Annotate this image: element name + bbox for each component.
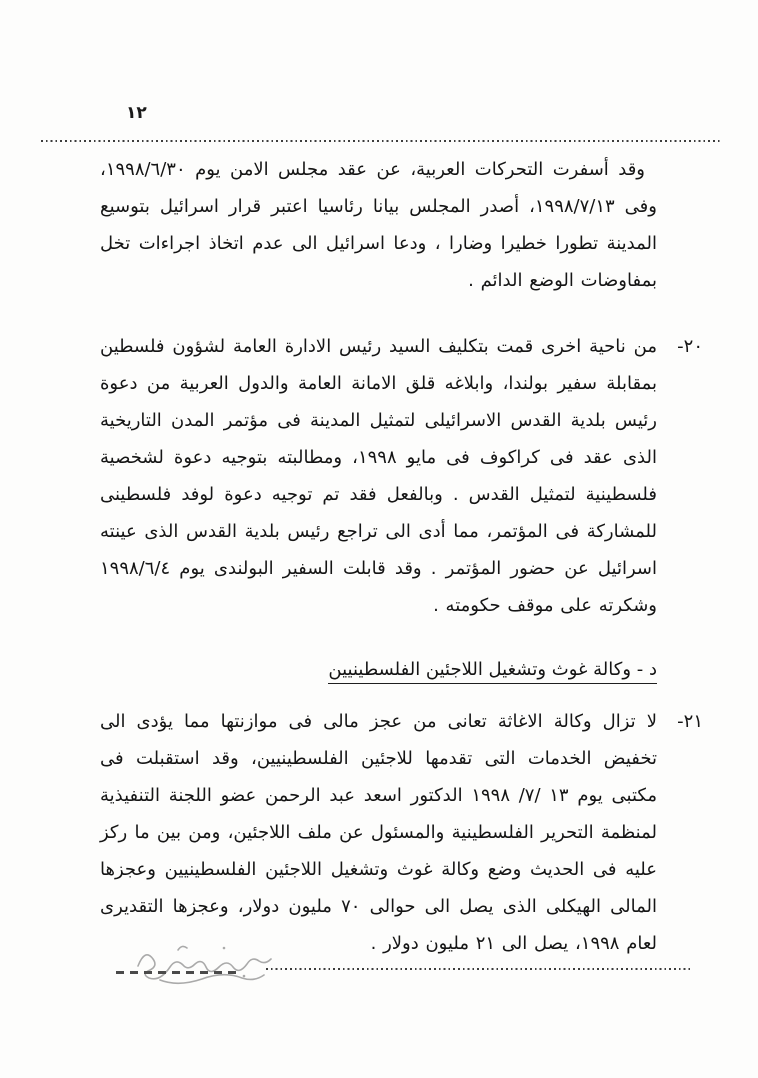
page-number: ١٢ [126, 103, 147, 123]
section-heading-text: د - وكالة غوث وتشغيل اللاجئين الفلسطينيين [328, 659, 657, 684]
section-heading-d [100, 655, 657, 685]
numbered-item-21 [100, 703, 703, 962]
page-body [100, 151, 703, 962]
item-21-text: لا تزال وكالة الاغاثة تعانى من عجز مالى فى موازنتها مما يؤدى الى تخفيض الخدمات التى تقدمها للاجئين الفلسطينيين، وقد استقبلت فى مكتبى يوم ١٣ /٧/ ١٩٩٨ الدكتور اسعد عبد الرحمن عضو اللجنة التنفيذية لمنظمة التحرير الفلسطينية والمسئول عن ملف اللاجئين، ومن بين ما ركز عليه فى الحديث وضع وكالة غوث وتشغيل اللاجئين الفلسطينيين وعجزها المالى الهيكلى الذى يصل الى حوالى ٧٠ مليون دولار، وعجزها التقديرى لعام ١٩٩٨، يصل الى ٢١ مليون دولار . [100, 711, 657, 954]
bottom-dotted-rule [266, 968, 690, 970]
intro-paragraph: وقد أسفرت التحركات العربية، عن عقد مجلس الامن يوم ١٩٩٨/٦/٣٠، وفى ١٩٩٨/٧/١٣، أصدر المجلس بيانا رئاسيا اعتبر قرار اسرائيل بتوسيع المدينة تطورا خطيرا وضارا ، ودعا اسرائيل الى عدم اتخاذ اجراءات تخل بمفاوضات الوضع الدائم . [100, 159, 657, 291]
top-dotted-rule [41, 140, 722, 142]
item-21-marker: ٢١- [677, 711, 703, 732]
handwritten-signature [126, 936, 284, 994]
numbered-item-20 [100, 328, 703, 624]
footer-dash-line [116, 971, 240, 974]
item-20-text: من ناحية اخرى قمت بتكليف السيد رئيس الادارة العامة لشؤون فلسطين بمقابلة سفير بولندا، وابلاغه قلق الامانة العامة والدول العربية من دعوة رئيس بلدية القدس الاسرائيلى لتمثيل المدينة فى مؤتمر المدن التاريخية الذى عقد فى كراكوف فى مايو ١٩٩٨، ومطالبته بتوجيه دعوة لشخصية فلسطينية لتمثيل القدس . وبالفعل فقد تم توجيه دعوة لوفد فلسطينى للمشاركة فى المؤتمر، مما أدى الى تراجع رئيس بلدية القدس الذى عينته اسرائيل عن حضور المؤتمر . وقد قابلت السفير البولندى يوم ١٩٩٨/٦/٤ وشكرته على موقف حكومته . [100, 336, 657, 616]
item-20-marker: ٢٠- [677, 336, 703, 357]
